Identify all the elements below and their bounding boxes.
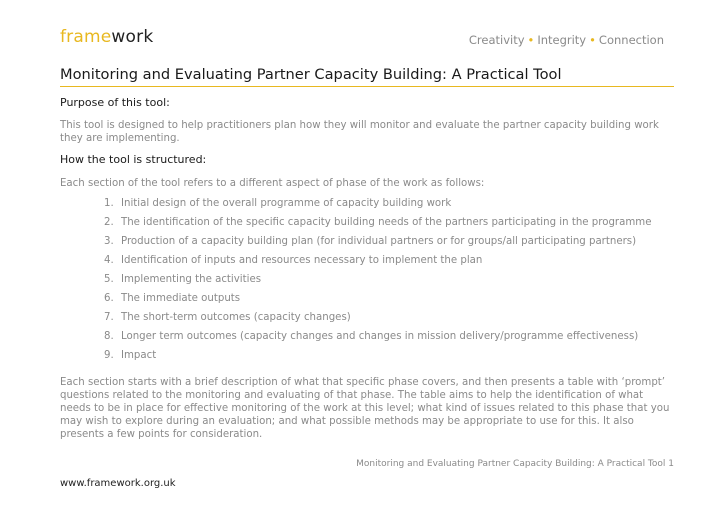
list-item-number: 8. (104, 331, 114, 342)
list-item (104, 216, 651, 235)
list-item-text: The identification of the specific capacity building needs of the partners participating in the programme (121, 217, 652, 228)
framework-logo (60, 27, 153, 47)
section-list (104, 197, 651, 368)
list-item (104, 311, 651, 330)
tagline-word-connection: Connection (598, 33, 664, 47)
list-item-text: Initial design of the overall programme of capacity building work (121, 198, 452, 209)
structure-intro-paragraph: Each section of the tool refers to a different aspect of phase of the work as follows: (60, 178, 485, 189)
list-item-number: 9. (104, 350, 114, 361)
list-item (104, 292, 651, 311)
list-item-number: 3. (104, 236, 114, 247)
list-item-number: 1. (104, 198, 114, 209)
footer-page-label: Monitoring and Evaluating Partner Capacity Building: A Practical Tool 1 (356, 459, 674, 469)
logo-rest-text: work (111, 27, 154, 47)
tagline-word-creativity: Creativity (468, 33, 525, 47)
structure-heading: How the tool is structured: (60, 153, 207, 166)
tagline-separator-1: • (527, 33, 535, 47)
title-divider (60, 86, 674, 87)
list-item (104, 330, 651, 349)
list-item-text: Impact (121, 350, 157, 361)
list-item-text: Implementing the activities (121, 274, 262, 285)
list-item (104, 197, 651, 216)
purpose-paragraph: This tool is designed to help practitioners plan how they will monitor and evaluate the partner capacity building work they are implementing. (60, 120, 659, 144)
logo-accent-text: frame (60, 27, 112, 47)
list-item-text: Longer term outcomes (capacity changes and changes in mission delivery/programme effectiveness) (121, 331, 639, 342)
list-item (104, 254, 651, 273)
list-item-number: 2. (104, 217, 114, 228)
document-title: Monitoring and Evaluating Partner Capacity Building: A Practical Tool (60, 66, 562, 83)
list-item-number: 6. (104, 293, 114, 304)
list-item-text: The immediate outputs (121, 293, 241, 304)
purpose-heading: Purpose of this tool: (60, 96, 170, 109)
list-item (104, 349, 651, 368)
list-item-number: 5. (104, 274, 114, 285)
list-item-text: Identification of inputs and resources necessary to implement the plan (121, 255, 483, 266)
list-item-number: 4. (104, 255, 114, 266)
list-item-text: The short-term outcomes (capacity changes) (121, 312, 351, 323)
list-item-number: 7. (104, 312, 114, 323)
tagline-separator-2: • (589, 33, 596, 47)
website-link[interactable]: www.framework.org.uk (60, 478, 176, 489)
list-item (104, 235, 651, 254)
list-item-text: Production of a capacity building plan (for individual partners or for groups/all participating partners) (121, 236, 637, 247)
closing-paragraph: Each section starts with a brief description of what that specific phase covers, and then presents a table with ‘prompt’ questions related to the monitoring and evaluating of that phase. The table aims to help the identification of what needs to be in place for effective monitoring of the work at this level; what kind of issues related to this phase that you may wish to explore during an evaluation; and what possible methods may be appropriate to use for this. It also presents a few points for consideration. (60, 377, 670, 440)
tagline-word-integrity: Integrity (537, 33, 587, 47)
list-item (104, 273, 651, 292)
tagline (469, 33, 664, 47)
